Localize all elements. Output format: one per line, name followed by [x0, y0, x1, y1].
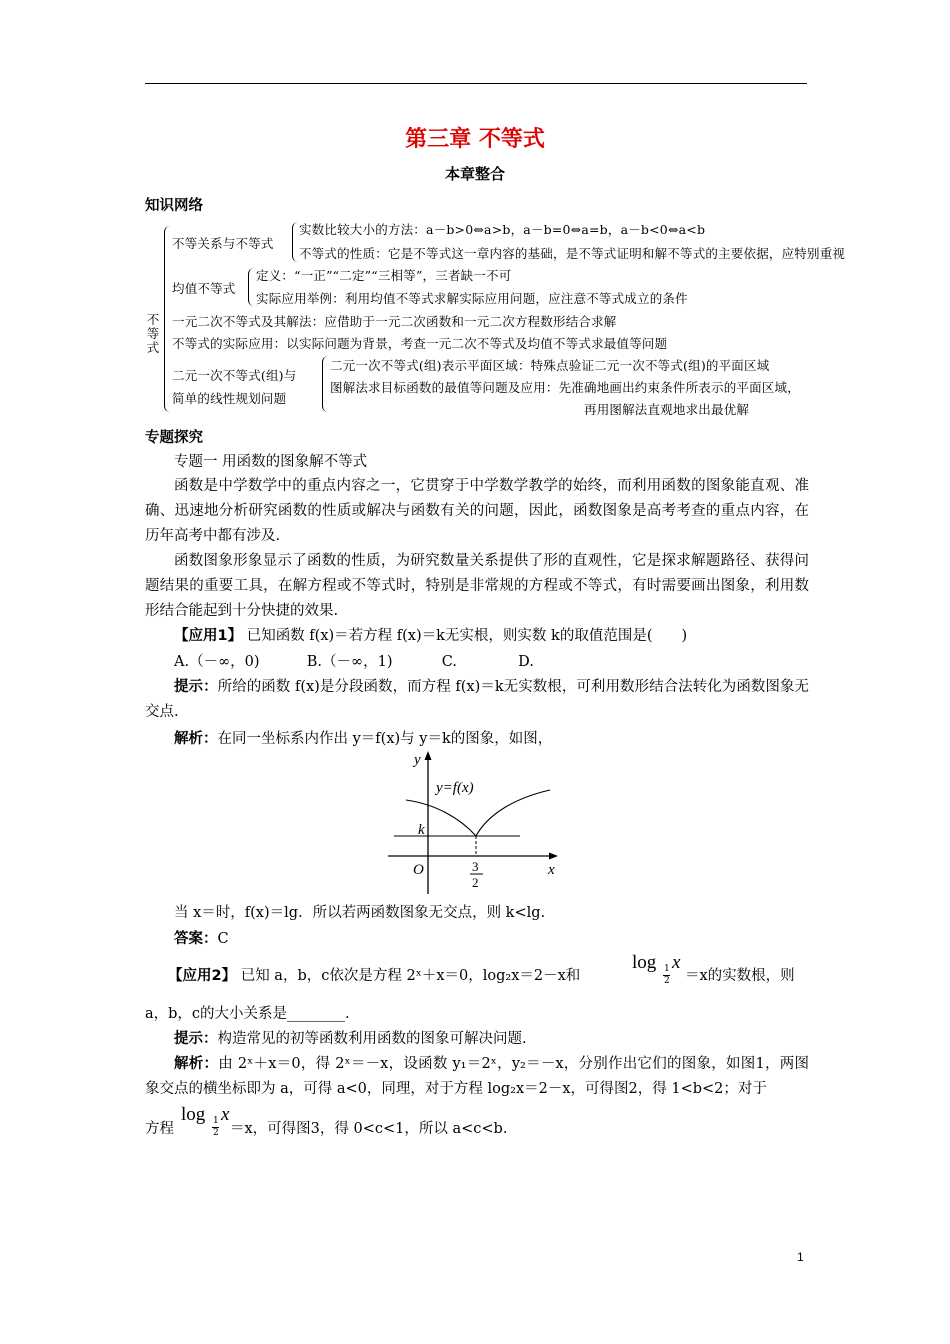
network-branch-5-item-2: 图解法求目标函数的最值等问题及应用：先准确地画出约束条件所表示的平面区域，: [330, 380, 800, 395]
app2-last-before: 方程: [145, 1121, 174, 1137]
app1-option-a: A.（－∞，0): [174, 654, 260, 670]
network-branch-1-item-2: 不等式的性质：它是不等式这一章内容的基础，是不等式证明和解不等式的主要依据，应特别重视: [299, 246, 846, 261]
network-branch-5-item-2-cont: 再用图解法直观地求出最优解: [584, 402, 750, 417]
app2-solution-text: 由 2ˣ＋x＝0，得 2ˣ＝－x，设函数 y₁＝2ˣ，y₂＝－x，分别作出它们的图象，如图1，两图象交点的横坐标即为 a，可得 a<0，同理，对于方程 log₂x＝2－x，可得图2，得 1<b<2；对于: [145, 1056, 810, 1097]
app2-last-after: ＝x，可得图3，得 0<c<1，所以 a<c<b.: [230, 1121, 508, 1137]
network-root-brace: [164, 226, 171, 412]
app1-answer-label: 答案：: [174, 931, 218, 947]
app1-text: 已知函数 f(x)＝若方程 f(x)＝k无实根，则实数 k的取值范围是( ): [246, 628, 688, 644]
app1-label: 【应用1】: [174, 628, 243, 644]
knowledge-network-heading: 知识网络: [145, 198, 203, 214]
network-branch-3: 一元二次不等式及其解法：应借助于一元二次函数和一元二次方程数形结合求解: [172, 314, 617, 329]
network-branch-2: 均值不等式: [172, 281, 236, 296]
app1-answer: [174, 927, 229, 948]
origin-label: O: [413, 862, 424, 878]
network-root-label: 不等式: [146, 312, 160, 355]
app1-hint-text: 所给的函数 f(x)是分段函数，而方程 f(x)＝k无实数根，可利用数形结合法转化为函数图象无交点.: [145, 679, 809, 720]
topic-heading: 专题探究: [145, 430, 203, 446]
log-variable: x: [672, 952, 681, 973]
log-word: log: [632, 952, 657, 973]
chapter-subtitle: 本章整合: [444, 165, 505, 183]
network-branch-5-line-2: 简单的线性规划问题: [172, 391, 287, 406]
log-base-den-2: 2: [213, 1128, 219, 1138]
app2-hint-text: 构造常见的初等函数利用函数的图象可解决问题.: [217, 1031, 527, 1047]
x-axis-arrow: [549, 853, 558, 860]
app2-label: 【应用2】: [168, 968, 237, 984]
app1-option-c: C.: [441, 654, 457, 670]
app1-answer-text: C: [217, 931, 229, 947]
app2-solution: [145, 1052, 809, 1102]
app2-question: [168, 964, 580, 985]
x-tick-numerator: 3: [472, 859, 479, 874]
network-branch-2-brace: [248, 268, 254, 306]
network-branch-4: 不等式的实际应用：以实际问题为背景，考查一元二次不等式及均值不等式求最值等问题: [172, 336, 668, 351]
network-branch-1: 不等关系与不等式: [172, 236, 274, 251]
curve-label: y=f(x): [436, 780, 474, 796]
y-axis-label: y: [414, 752, 421, 768]
topic-paragraph-2: 函数图象形象显示了函数的性质，为研究数量关系提供了形的直观性，它是探求解题路径、获得问题结果的重要工具，在解方程或不等式时，特别是非常规的方程或不等式，有时需要画出图象，利用数形结合能起到十分快捷的效果.: [145, 553, 809, 619]
network-branch-5-brace: [322, 356, 328, 412]
chapter-title: 第三章 不等式: [405, 127, 545, 152]
log-base-num-2: 1: [213, 1116, 219, 1126]
function-graph: [380, 748, 570, 898]
network-branch-1-item-1: 实数比较大小的方法：a－b>0⇔a>b，a－b=0⇔a=b，a－b<0⇔a<b: [299, 222, 706, 237]
header-rule: [145, 83, 807, 84]
app2-line-2: a，b，c的大小关系是________.: [145, 1006, 350, 1022]
network-branch-1-brace: [292, 222, 298, 262]
x-tick-denominator: 2: [472, 875, 479, 890]
network-branch-5-line-1: 二元一次不等式(组)与: [172, 368, 297, 383]
network-branch-2-item-2: 实际应用举例：利用均值不等式求解实际应用问题，应注意不等式成立的条件: [256, 291, 688, 306]
app1-options: [174, 650, 534, 671]
x-axis-label: x: [548, 862, 555, 878]
log-base-num: 1: [664, 964, 670, 974]
y-axis-arrow: [425, 751, 432, 760]
app2-hint-label: 提示：: [174, 1031, 218, 1047]
log-base-den: 2: [664, 976, 670, 986]
app1-solution: [174, 727, 552, 748]
app1-option-b: B.（－∞，1): [306, 654, 393, 670]
network-branch-5-item-1: 二元一次不等式(组)表示平面区域：特殊点验证二元一次不等式(组)的平面区域: [330, 358, 770, 373]
app2-text-before: 已知 a，b，c依次是方程 2ˣ＋x＝0，log₂x＝2－x和: [240, 968, 581, 984]
log-word-2: log: [181, 1104, 206, 1125]
curve-left-branch: [406, 800, 476, 836]
k-label: k: [418, 822, 425, 838]
app2-hint: [174, 1027, 527, 1048]
app1-after-graph: 当 x＝时，f(x)＝lg．所以若两函数图象无交点，则 k<lg.: [174, 905, 546, 921]
network-branch-2-item-1: 定义：“一正”“二定”“三相等”，三者缺一不可: [256, 268, 512, 283]
topic-paragraph-1: 函数是中学数学中的重点内容之一，它贯穿于中学数学教学的始终，而利用函数的图象能直观、准确、迅速地分析研究函数的性质或解决与函数有关的问题，因此，函数图象是高考考查的重点内容，在历年高考中都有涉及.: [145, 478, 809, 544]
app1-solution-text: 在同一坐标系内作出 y＝f(x)与 y＝k的图象，如图，: [217, 731, 553, 747]
app1-hint-label: 提示：: [174, 679, 218, 695]
app2-text-after: ＝x的实数根，则: [685, 968, 795, 984]
page-number: 1: [797, 1250, 804, 1264]
curve-right-branch: [476, 790, 550, 836]
app1-solution-label: 解析：: [174, 731, 218, 747]
log-variable-2: x: [221, 1104, 230, 1125]
app1-option-d: D.: [518, 654, 534, 670]
app1-question: [174, 624, 687, 645]
app2-log-expression: [632, 952, 686, 998]
app2-log-expression-2: [181, 1104, 235, 1150]
app2-solution-label: 解析：: [174, 1056, 219, 1072]
app1-hint: [145, 675, 809, 725]
topic-1-title: 专题一 用函数的图象解不等式: [174, 454, 368, 470]
